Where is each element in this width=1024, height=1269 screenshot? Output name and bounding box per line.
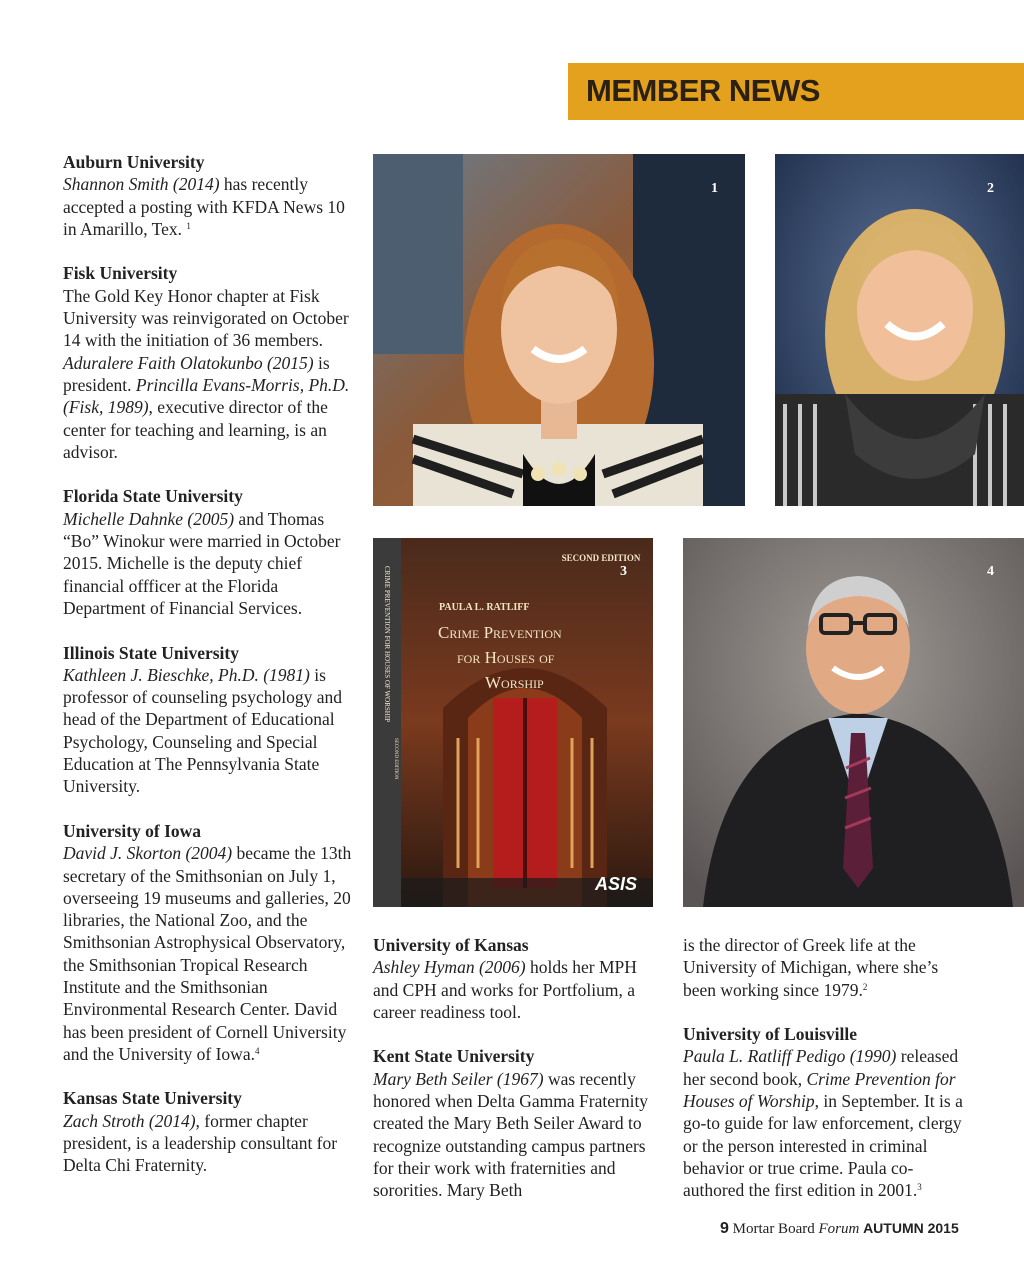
photo-ref: 3 xyxy=(917,1182,922,1193)
photo-shannon-smith xyxy=(373,154,745,506)
school-name: University of Iowa xyxy=(63,820,202,841)
book-title: Crime Prevention for Houses of Worship xyxy=(683,1068,956,1112)
news-item-fsu xyxy=(63,485,353,619)
school-name: Kansas State University xyxy=(63,1088,242,1109)
publication-name: Mortar Board xyxy=(732,1221,819,1237)
member-name: Aduralere Faith Olatokunbo (2015) xyxy=(63,352,314,373)
news-text: has recently accepted a posting with KFDA News 10 in Amarillo, Tex. xyxy=(63,174,345,239)
book-spine-text: CRIME PREVENTION FOR HOUSES OF WORSHIP xyxy=(383,566,391,723)
news-item-kent-continued xyxy=(683,934,973,1001)
member-name: Ashley Hyman (2006) xyxy=(373,957,526,978)
photo-ref: 1 xyxy=(186,220,191,231)
issue-label: AUTUMN 2015 xyxy=(863,1220,959,1236)
news-item-fisk xyxy=(63,262,353,463)
school-name: Florida State University xyxy=(63,486,243,507)
member-name: Kathleen J. Bieschke, Ph.D. (1981) xyxy=(63,664,310,685)
news-text: , former chapter president, is a leadership consultant for Delta Chi Fraternity. xyxy=(63,1110,338,1176)
publisher-logo: ASIS xyxy=(595,874,638,894)
news-text: , executive director of the center for teaching and learning, is an advisor. xyxy=(63,397,328,462)
section-title: MEMBER NEWS xyxy=(586,73,820,108)
news-item-ksu xyxy=(63,1087,353,1176)
photo-number: 2 xyxy=(987,181,994,196)
photo-number: 4 xyxy=(987,564,994,579)
news-text: holds her MPH and CPH and works for Portfolium, a career readiness tool. xyxy=(373,957,637,1022)
column-2 xyxy=(373,934,663,1224)
photo-mary-beth-seiler xyxy=(775,154,1024,506)
news-item-auburn xyxy=(63,151,353,240)
photo-ref: 4 xyxy=(254,1045,260,1056)
member-name: Paula L. Ratliff Pedigo (1990) xyxy=(683,1046,897,1067)
page-number: 9 xyxy=(720,1220,729,1237)
news-text: released her second book, xyxy=(683,1046,959,1089)
photo-number: 3 xyxy=(620,564,627,579)
member-name: Michelle Dahnke (2005) xyxy=(63,508,235,529)
book-author: PAULA L. RATLIFF xyxy=(439,602,530,613)
page-footer xyxy=(720,1220,959,1238)
book-spine-sub: SECOND EDITION xyxy=(393,738,398,780)
column-3 xyxy=(683,934,973,1224)
school-name: Auburn University xyxy=(63,152,205,172)
photo-number: 1 xyxy=(711,181,718,196)
school-name: Illinois State University xyxy=(63,642,239,663)
member-name: Zach Stroth (2014) xyxy=(63,1110,196,1131)
news-item-isu xyxy=(63,642,353,798)
news-item-louisville xyxy=(683,1023,973,1201)
school-name: University of Kansas xyxy=(373,935,529,955)
publication-name-italic: Forum xyxy=(818,1221,860,1237)
news-text: became the 13th secretary of the Smithsonian on July 1, overseeing 19 museums and galleries, 20 libraries, the National Zoo, and the Smithsonian Astrophysical Observatory, the Smithsonian Tropical Research Institute and the Smithsonian Environmental Research Center. David has been president of Cornell University and the University of Iowa. xyxy=(63,843,352,1064)
photo-david-skorton xyxy=(683,538,1024,907)
news-text: and Thomas “Bo” Winokur were married in October 2015. Michelle is the deputy chief financial offficer at the Florida Department of Financial Services. xyxy=(63,508,341,618)
news-item-iowa xyxy=(63,820,353,1065)
member-name: David J. Skorton (2004) xyxy=(63,843,233,864)
news-text: The Gold Key Honor chapter at Fisk University was reinvigorated on October 14 with the initiation of 36 members. xyxy=(63,285,349,351)
news-text: was recently honored when Delta Gamma Fraternity created the Mary Beth Seiler Award to recognize outstanding campus partners for their work with fraternities and sororities. Mary Beth xyxy=(373,1068,649,1201)
member-name: Mary Beth Seiler (1967) xyxy=(373,1068,544,1089)
book-cover-crime-prevention xyxy=(373,538,653,907)
news-item-kent xyxy=(373,1045,663,1201)
member-name: Shannon Smith (2014) xyxy=(63,174,220,195)
news-item-kansas xyxy=(373,934,663,1023)
column-1 xyxy=(63,151,353,1199)
school-name: University of Louisville xyxy=(683,1024,858,1045)
book-title-2: for Houses of xyxy=(457,648,555,667)
news-text: is the director of Greek life at the University of Michigan, where she’s been working since 1979. xyxy=(683,935,939,1000)
section-banner xyxy=(568,63,1024,120)
photo-ref: 2 xyxy=(862,981,868,992)
news-text: is professor of counseling psychology and head of the Department of Educational Psychology, Counseling and Special Education at The Pennsylvania State University. xyxy=(63,664,342,797)
book-title-1: Crime Prevention xyxy=(438,623,562,642)
school-name: Kent State University xyxy=(373,1046,535,1067)
news-text: , in September. It is a go-to guide for law enforcement, clergy or the person interested in criminal behavior or true crime. Paula co-authored the first edition in 2001. xyxy=(683,1091,963,1201)
member-name: Princilla Evans-Morris, Ph.D. (Fisk, 1989) xyxy=(63,374,350,418)
book-title-3: Worship xyxy=(485,673,544,692)
school-name: Fisk University xyxy=(63,263,178,284)
book-edition: SECOND EDITION xyxy=(561,553,641,563)
news-text: is president. xyxy=(63,352,330,395)
